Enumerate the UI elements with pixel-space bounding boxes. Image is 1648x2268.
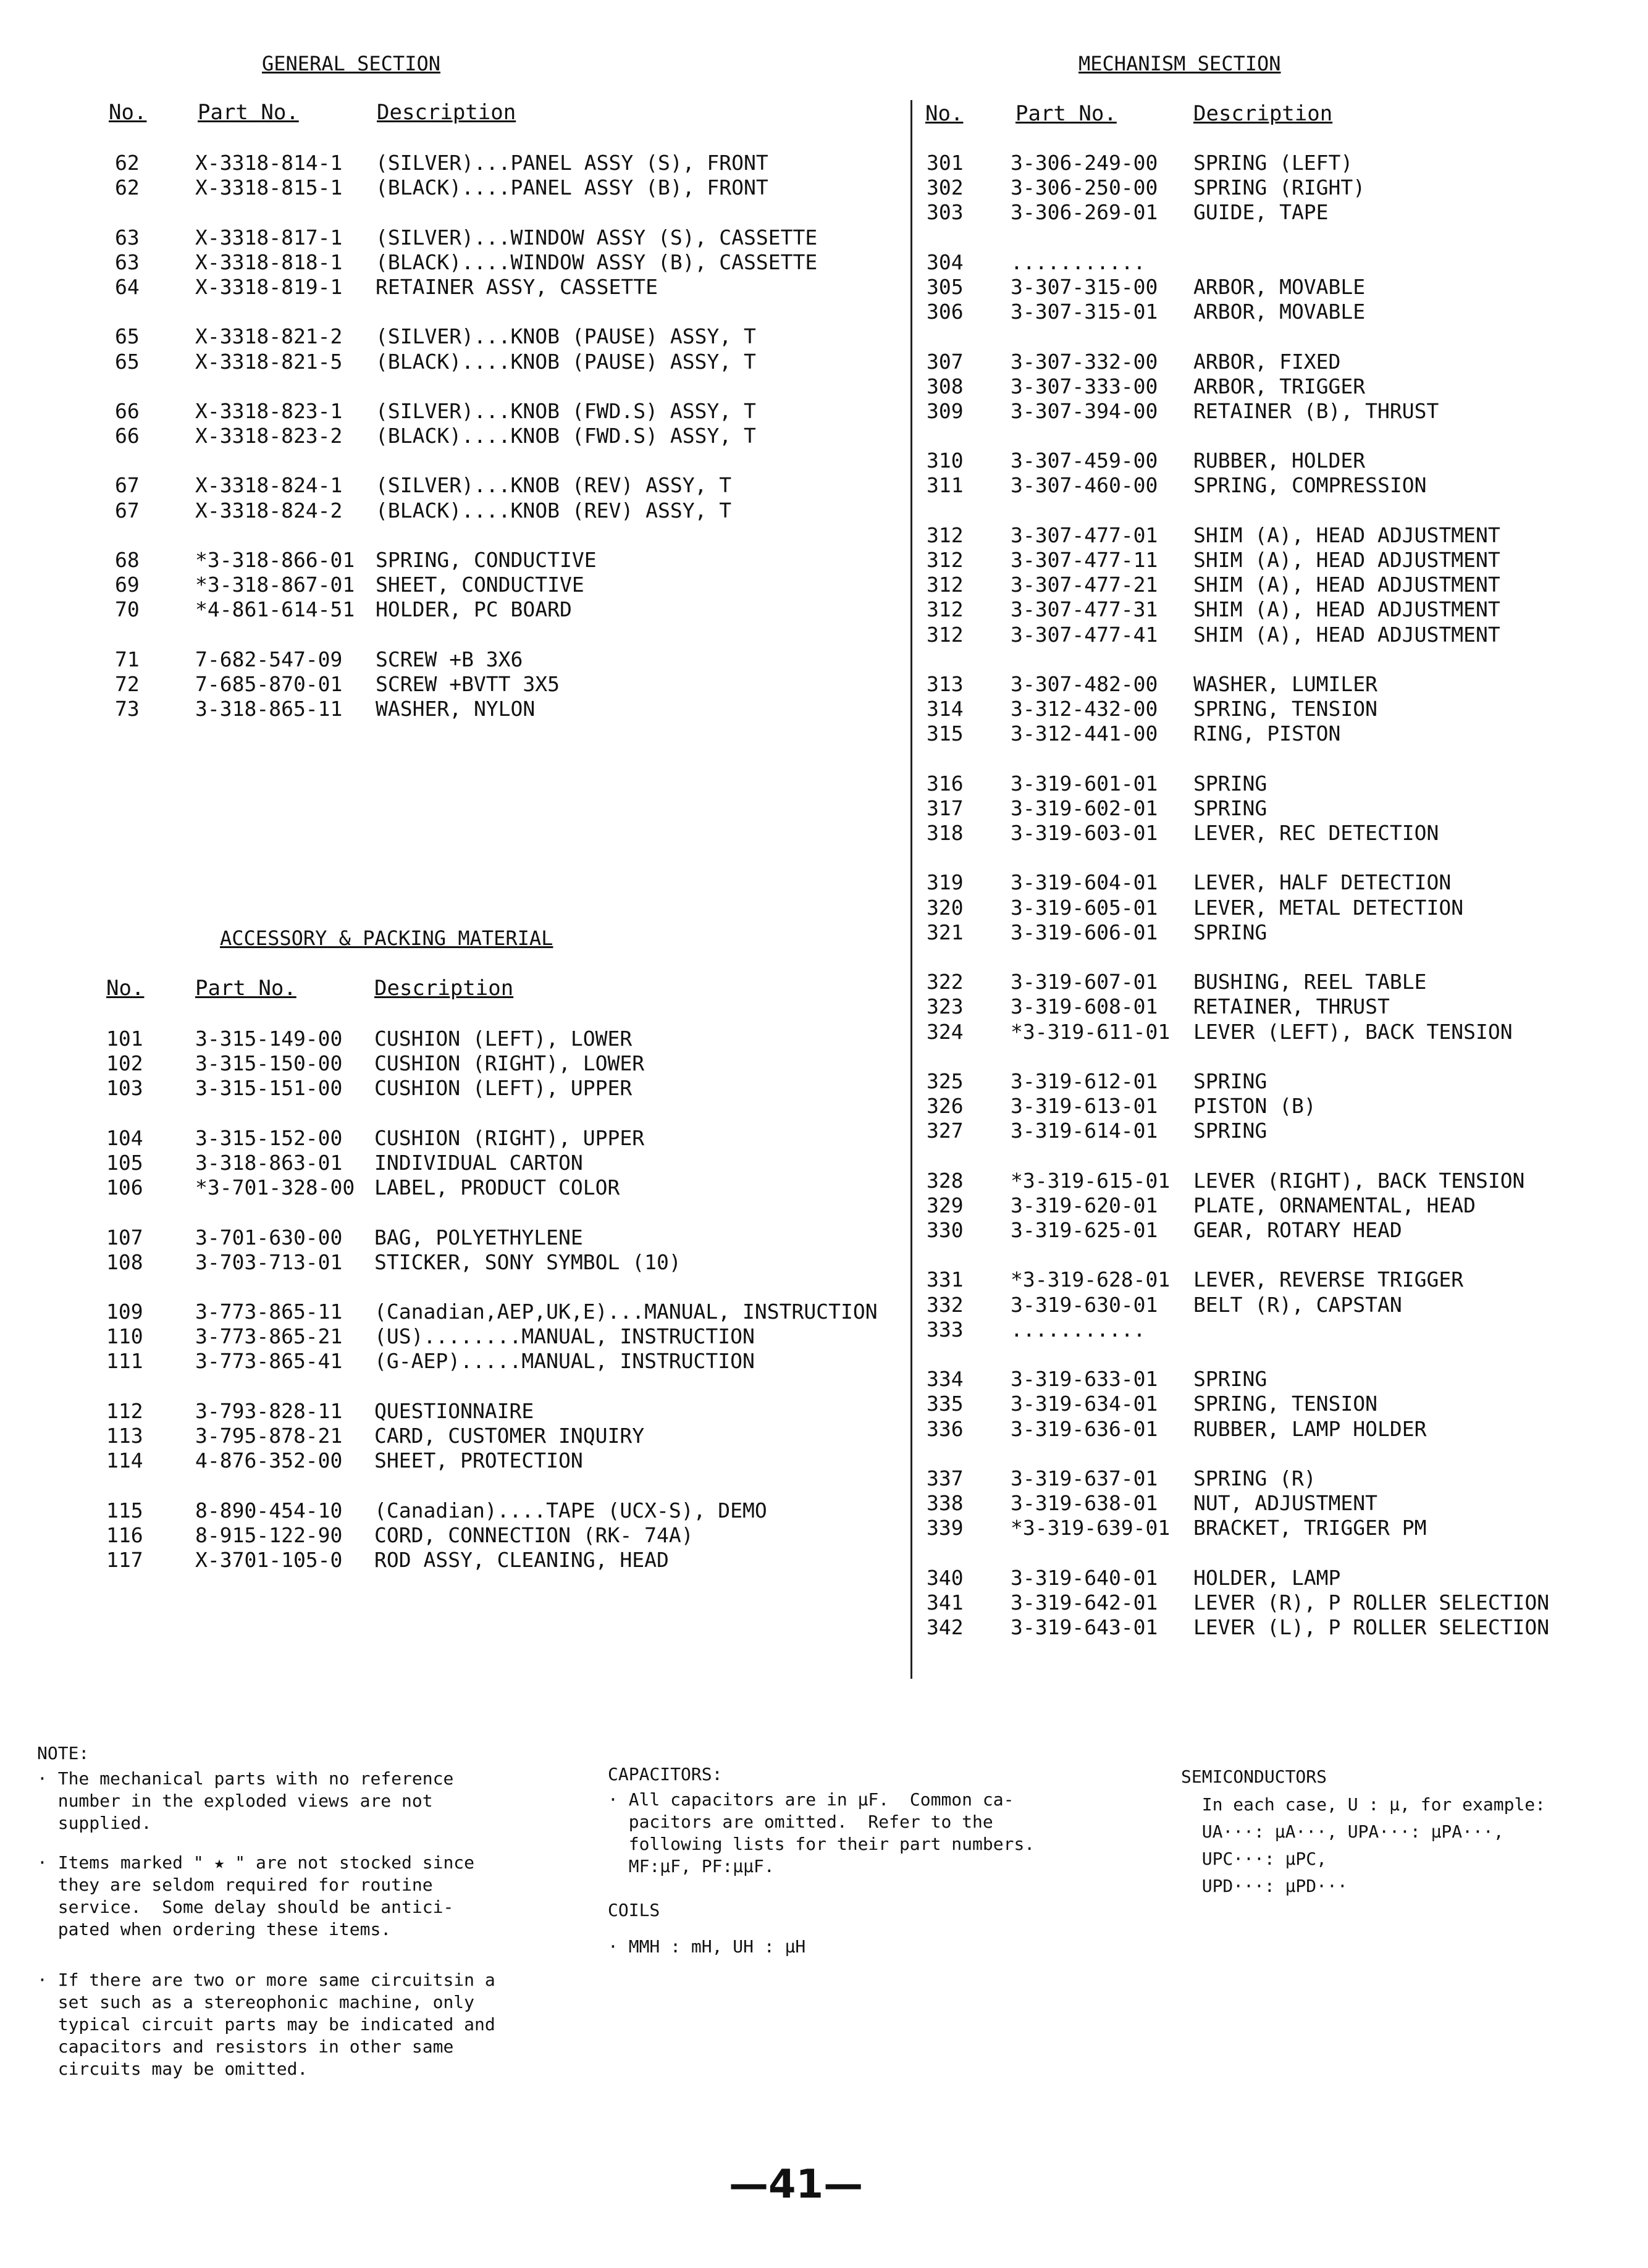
part-number: 3-319-625-01 <box>1011 1218 1158 1243</box>
part-description: RETAINER, THRUST <box>1193 994 1390 1019</box>
part-number-ref: 62 <box>115 175 140 200</box>
part-number: 3-307-460-00 <box>1011 473 1158 498</box>
part-description: WASHER, NYLON <box>376 697 536 721</box>
part-number: ........... <box>1011 250 1146 274</box>
part-number-ref: 335 <box>927 1392 964 1416</box>
part-description: SPRING, TENSION <box>1193 1392 1378 1416</box>
part-description: (SILVER)...KNOB (REV) ASSY, T <box>376 473 732 498</box>
part-number-ref: 313 <box>927 671 964 696</box>
part-description: SHIM (A), HEAD ADJUSTMENT <box>1193 622 1500 647</box>
part-number: 3-307-394-00 <box>1011 398 1158 423</box>
part-number: 3-315-151-00 <box>195 1076 343 1101</box>
part-number-ref: 325 <box>927 1069 964 1093</box>
part-number-ref: 68 <box>115 548 140 572</box>
part-number-ref: 306 <box>927 300 964 324</box>
part-description: (Canadian)....TAPE (UCX-S), DEMO <box>374 1498 767 1522</box>
part-number: 3-307-333-00 <box>1011 374 1158 398</box>
part-number-ref: 332 <box>927 1292 964 1317</box>
part-number: X-3318-817-1 <box>195 225 343 250</box>
part-description: ROD ASSY, CLEANING, HEAD <box>374 1547 669 1572</box>
accessory-col-desc: Description <box>374 976 514 1001</box>
part-description: SCREW +BVTT 3X5 <box>376 671 560 696</box>
semiconductors-title: SEMICONDUCTORS <box>1181 1766 1327 1787</box>
part-number: 3-795-878-21 <box>195 1424 343 1448</box>
part-number: 3-312-432-00 <box>1011 697 1158 721</box>
accessory-col-part: Part No. <box>195 976 296 1001</box>
part-number-ref: 333 <box>927 1317 964 1342</box>
part-description: (BLACK)....WINDOW ASSY (B), CASSETTE <box>376 250 818 274</box>
part-description: (BLACK)....KNOB (FWD.S) ASSY, T <box>376 424 756 448</box>
part-description: HOLDER, LAMP <box>1193 1565 1341 1590</box>
part-number-ref: 327 <box>927 1119 964 1143</box>
part-number-ref: 317 <box>927 796 964 820</box>
part-number-ref: 117 <box>106 1547 143 1572</box>
part-description: RETAINER (B), THRUST <box>1193 398 1439 423</box>
part-number: 3-319-606-01 <box>1011 920 1158 944</box>
part-number-ref: 65 <box>115 349 140 374</box>
part-number: 3-319-630-01 <box>1011 1292 1158 1317</box>
part-number: 3-306-249-00 <box>1011 151 1158 175</box>
part-number-ref: 69 <box>115 573 140 597</box>
part-number: 3-319-603-01 <box>1011 821 1158 846</box>
part-number: X-3318-821-2 <box>195 324 343 349</box>
part-description: NUT, ADJUSTMENT <box>1193 1491 1378 1516</box>
part-number-ref: 109 <box>106 1300 143 1324</box>
part-number-ref: 105 <box>106 1150 143 1175</box>
part-description: SHIM (A), HEAD ADJUSTMENT <box>1193 548 1500 572</box>
part-number: *3-319-615-01 <box>1011 1168 1171 1193</box>
part-number-ref: 303 <box>927 200 964 225</box>
part-number: X-3701-105-0 <box>195 1547 343 1572</box>
part-number-ref: 312 <box>927 597 964 622</box>
part-number: 3-307-477-11 <box>1011 548 1158 572</box>
part-number: 3-319-643-01 <box>1011 1615 1158 1640</box>
part-number-ref: 312 <box>927 523 964 547</box>
part-number-ref: 329 <box>927 1193 964 1217</box>
part-number: 3-318-865-11 <box>195 697 343 721</box>
part-description: SPRING <box>1193 1069 1268 1093</box>
part-number-ref: 107 <box>106 1225 143 1250</box>
part-number: 3-319-601-01 <box>1011 771 1158 796</box>
part-number-ref: 67 <box>115 498 140 523</box>
column-divider <box>910 100 912 1679</box>
part-number-ref: 321 <box>927 920 964 944</box>
part-description: (SILVER)...KNOB (PAUSE) ASSY, T <box>376 324 756 349</box>
part-description: SPRING, TENSION <box>1193 697 1378 721</box>
part-number: 3-773-865-21 <box>195 1324 343 1349</box>
semiconductors-note: In each case, U : μ, for example: UA···: μA···, UPA···: μPA···, UPC···: μPC, UPD···: μPD··· <box>1201 1794 1546 1896</box>
part-description: BAG, POLYETHYLENE <box>374 1225 583 1250</box>
part-description: SHEET, PROTECTION <box>374 1448 583 1473</box>
part-number-ref: 315 <box>927 721 964 746</box>
part-number: 3-307-477-21 <box>1011 573 1158 597</box>
part-number: 3-319-614-01 <box>1011 1119 1158 1143</box>
general-section-title: GENERAL SECTION <box>262 52 440 75</box>
part-description: (BLACK)....PANEL ASSY (B), FRONT <box>376 175 768 200</box>
part-number-ref: 113 <box>106 1424 143 1448</box>
mechanism-section-title: MECHANISM SECTION <box>1078 52 1281 75</box>
part-number: X-3318-824-2 <box>195 498 343 523</box>
part-number: 3-318-863-01 <box>195 1150 343 1175</box>
part-number: 3-793-828-11 <box>195 1398 343 1423</box>
part-description: ARBOR, MOVABLE <box>1193 274 1366 299</box>
general-col-part: Part No. <box>198 100 299 125</box>
page-number: —41— <box>729 2162 864 2207</box>
part-number-ref: 311 <box>927 473 964 498</box>
part-number: 3-307-477-01 <box>1011 523 1158 547</box>
part-description: (SILVER)...KNOB (FWD.S) ASSY, T <box>376 398 756 423</box>
part-number-ref: 307 <box>927 349 964 374</box>
part-description: (US)........MANUAL, INSTRUCTION <box>374 1324 755 1349</box>
part-number-ref: 308 <box>927 374 964 398</box>
part-number-ref: 66 <box>115 424 140 448</box>
part-number-ref: 102 <box>106 1051 143 1076</box>
part-number: 3-307-477-31 <box>1011 597 1158 622</box>
part-description: SPRING <box>1193 1367 1268 1392</box>
part-description: GUIDE, TAPE <box>1193 200 1329 225</box>
part-number-ref: 108 <box>106 1250 143 1274</box>
part-number-ref: 70 <box>115 597 140 622</box>
capacitors-title: CAPACITORS: <box>608 1764 723 1784</box>
part-number: *3-318-867-01 <box>195 573 355 597</box>
part-number-ref: 323 <box>927 994 964 1019</box>
part-number: 3-319-640-01 <box>1011 1565 1158 1590</box>
part-number-ref: 326 <box>927 1094 964 1119</box>
note-item-3: · If there are two or more same circuitsin a set such as a stereophonic machine, only typical circuit parts may be indicated and capacitors and resistors in other same circuits may be omitted. <box>37 1970 495 2079</box>
part-description: RUBBER, HOLDER <box>1193 448 1366 473</box>
part-description: ARBOR, MOVABLE <box>1193 300 1366 324</box>
part-number: 3-703-713-01 <box>195 1250 343 1274</box>
part-number: 3-306-269-01 <box>1011 200 1158 225</box>
part-number: *4-861-614-51 <box>195 597 355 622</box>
part-description: LEVER (R), P ROLLER SELECTION <box>1193 1590 1550 1615</box>
part-number-ref: 114 <box>106 1448 143 1473</box>
part-number-ref: 110 <box>106 1324 143 1349</box>
part-number: *3-318-866-01 <box>195 548 355 572</box>
part-number-ref: 320 <box>927 895 964 920</box>
part-description: SCREW +B 3X6 <box>376 647 523 671</box>
part-number: 3-319-638-01 <box>1011 1491 1158 1516</box>
part-description: LEVER, HALF DETECTION <box>1193 870 1452 895</box>
part-number-ref: 112 <box>106 1398 143 1423</box>
part-number: 3-307-477-41 <box>1011 622 1158 647</box>
part-description: SPRING <box>1193 1119 1268 1143</box>
part-description: SPRING, COMPRESSION <box>1193 473 1427 498</box>
part-number: *3-319-628-01 <box>1011 1267 1171 1292</box>
part-number: 3-319-605-01 <box>1011 895 1158 920</box>
part-description: SPRING <box>1193 771 1268 796</box>
part-number-ref: 103 <box>106 1076 143 1101</box>
part-number: 3-315-150-00 <box>195 1051 343 1076</box>
part-description: INDIVIDUAL CARTON <box>374 1150 583 1175</box>
part-description: SPRING (LEFT) <box>1193 151 1353 175</box>
part-description: (SILVER)...PANEL ASSY (S), FRONT <box>376 151 768 175</box>
part-number-ref: 65 <box>115 324 140 349</box>
part-number-ref: 305 <box>927 274 964 299</box>
part-description: BELT (R), CAPSTAN <box>1193 1292 1402 1317</box>
part-number-ref: 324 <box>927 1019 964 1044</box>
part-description: SPRING <box>1193 796 1268 820</box>
part-number: *3-701-328-00 <box>195 1175 355 1200</box>
general-col-no: No. <box>109 100 147 125</box>
part-number-ref: 104 <box>106 1125 143 1150</box>
part-number: 3-319-633-01 <box>1011 1367 1158 1392</box>
part-number: X-3318-819-1 <box>195 274 343 299</box>
part-number: 4-876-352-00 <box>195 1448 343 1473</box>
part-number-ref: 72 <box>115 671 140 696</box>
part-description: (SILVER)...WINDOW ASSY (S), CASSETTE <box>376 225 818 250</box>
part-number-ref: 330 <box>927 1218 964 1243</box>
part-number: 3-701-630-00 <box>195 1225 343 1250</box>
part-number-ref: 116 <box>106 1522 143 1547</box>
part-number: 3-319-620-01 <box>1011 1193 1158 1217</box>
part-number: X-3318-824-1 <box>195 473 343 498</box>
part-number: 3-319-602-01 <box>1011 796 1158 820</box>
part-description: (Canadian,AEP,UK,E)...MANUAL, INSTRUCTION <box>374 1300 878 1324</box>
part-number: ........... <box>1011 1317 1146 1342</box>
part-number-ref: 318 <box>927 821 964 846</box>
part-description: GEAR, ROTARY HEAD <box>1193 1218 1402 1243</box>
part-description: SHIM (A), HEAD ADJUSTMENT <box>1193 523 1500 547</box>
part-description: SPRING <box>1193 920 1268 944</box>
part-number-ref: 337 <box>927 1466 964 1490</box>
part-description: PISTON (B) <box>1193 1094 1316 1119</box>
part-description: CUSHION (RIGHT), LOWER <box>374 1051 645 1076</box>
part-description: LEVER, REVERSE TRIGGER <box>1193 1267 1464 1292</box>
note-item-2: · Items marked " ★ " are not stocked since they are seldom required for routine service. Some delay should be antici- pated when ordering these items. <box>37 1852 475 1939</box>
part-number: X-3318-814-1 <box>195 151 343 175</box>
part-number: 3-306-250-00 <box>1011 175 1158 200</box>
part-number: 7-682-547-09 <box>195 647 343 671</box>
part-number: 8-890-454-10 <box>195 1498 343 1522</box>
part-number: 3-319-608-01 <box>1011 994 1158 1019</box>
part-description: SPRING (RIGHT) <box>1193 175 1366 200</box>
part-description: RUBBER, LAMP HOLDER <box>1193 1416 1427 1441</box>
part-description: RING, PISTON <box>1193 721 1341 746</box>
part-description: ARBOR, TRIGGER <box>1193 374 1366 398</box>
part-number: 3-315-149-00 <box>195 1027 343 1051</box>
part-description: RETAINER ASSY, CASSETTE <box>376 274 658 299</box>
part-number-ref: 319 <box>927 870 964 895</box>
part-number: 3-307-459-00 <box>1011 448 1158 473</box>
part-description: SPRING (R) <box>1193 1466 1316 1490</box>
part-number: *3-319-639-01 <box>1011 1516 1171 1540</box>
part-number: X-3318-823-2 <box>195 424 343 448</box>
part-number-ref: 106 <box>106 1175 143 1200</box>
part-description: CUSHION (RIGHT), UPPER <box>374 1125 645 1150</box>
part-number-ref: 73 <box>115 697 140 721</box>
part-description: CORD, CONNECTION (RK- 74A) <box>374 1522 694 1547</box>
part-description: LEVER (L), P ROLLER SELECTION <box>1193 1615 1550 1640</box>
part-number-ref: 342 <box>927 1615 964 1640</box>
accessory-section-title: ACCESSORY & PACKING MATERIAL <box>220 926 553 950</box>
part-description: LEVER, METAL DETECTION <box>1193 895 1464 920</box>
part-description: CUSHION (LEFT), LOWER <box>374 1027 633 1051</box>
part-description: SPRING, CONDUCTIVE <box>376 548 597 572</box>
part-number-ref: 334 <box>927 1367 964 1392</box>
part-number: X-3318-823-1 <box>195 398 343 423</box>
mechanism-col-desc: Description <box>1193 101 1333 126</box>
part-number-ref: 331 <box>927 1267 964 1292</box>
coils-title: COILS <box>608 1900 660 1920</box>
part-description: SHEET, CONDUCTIVE <box>376 573 584 597</box>
part-number-ref: 66 <box>115 398 140 423</box>
part-number-ref: 316 <box>927 771 964 796</box>
part-description: WASHER, LUMILER <box>1193 671 1378 696</box>
part-description: ARBOR, FIXED <box>1193 349 1341 374</box>
part-number: 3-319-612-01 <box>1011 1069 1158 1093</box>
part-description: CUSHION (LEFT), UPPER <box>374 1076 633 1101</box>
part-number-ref: 322 <box>927 970 964 994</box>
part-number-ref: 71 <box>115 647 140 671</box>
part-number: 3-312-441-00 <box>1011 721 1158 746</box>
part-number: 7-685-870-01 <box>195 671 343 696</box>
part-number: 3-319-604-01 <box>1011 870 1158 895</box>
part-description: LABEL, PRODUCT COLOR <box>374 1175 620 1200</box>
accessory-col-no: No. <box>106 976 145 1001</box>
general-col-desc: Description <box>377 100 516 125</box>
part-number-ref: 63 <box>115 225 140 250</box>
part-number-ref: 67 <box>115 473 140 498</box>
part-number: 3-307-315-00 <box>1011 274 1158 299</box>
part-number-ref: 304 <box>927 250 964 274</box>
part-number-ref: 62 <box>115 151 140 175</box>
part-number: 3-319-637-01 <box>1011 1466 1158 1490</box>
part-number-ref: 339 <box>927 1516 964 1540</box>
part-number: X-3318-821-5 <box>195 349 343 374</box>
part-number: X-3318-815-1 <box>195 175 343 200</box>
part-description: PLATE, ORNAMENTAL, HEAD <box>1193 1193 1476 1217</box>
part-number-ref: 338 <box>927 1491 964 1516</box>
part-number-ref: 336 <box>927 1416 964 1441</box>
part-number-ref: 310 <box>927 448 964 473</box>
part-description: SHIM (A), HEAD ADJUSTMENT <box>1193 573 1500 597</box>
part-description: HOLDER, PC BOARD <box>376 597 572 622</box>
part-number: 3-773-865-41 <box>195 1349 343 1374</box>
part-number-ref: 101 <box>106 1027 143 1051</box>
part-number-ref: 341 <box>927 1590 964 1615</box>
mechanism-col-no: No. <box>925 101 964 126</box>
note-item-1: · The mechanical parts with no reference number in the exploded views are not supplied. <box>37 1768 454 1833</box>
part-number: 3-307-332-00 <box>1011 349 1158 374</box>
part-description: (BLACK)....KNOB (REV) ASSY, T <box>376 498 732 523</box>
part-number-ref: 64 <box>115 274 140 299</box>
part-description: (G-AEP).....MANUAL, INSTRUCTION <box>374 1349 755 1374</box>
part-number: 3-319-607-01 <box>1011 970 1158 994</box>
part-number-ref: 63 <box>115 250 140 274</box>
part-description: (BLACK)....KNOB (PAUSE) ASSY, T <box>376 349 756 374</box>
part-description: LEVER, REC DETECTION <box>1193 821 1439 846</box>
part-number-ref: 111 <box>106 1349 143 1374</box>
part-number-ref: 340 <box>927 1565 964 1590</box>
coils-note: · MMH : mH, UH : μH <box>608 1936 806 1957</box>
part-number: X-3318-818-1 <box>195 250 343 274</box>
part-number: 8-915-122-90 <box>195 1522 343 1547</box>
part-number-ref: 301 <box>927 151 964 175</box>
part-description: LEVER (LEFT), BACK TENSION <box>1193 1019 1513 1044</box>
part-number: 3-319-642-01 <box>1011 1590 1158 1615</box>
part-number: 3-319-636-01 <box>1011 1416 1158 1441</box>
part-number-ref: 312 <box>927 573 964 597</box>
part-description: STICKER, SONY SYMBOL (10) <box>374 1250 681 1274</box>
note-title: NOTE: <box>37 1743 90 1763</box>
part-description: LEVER (RIGHT), BACK TENSION <box>1193 1168 1525 1193</box>
part-number-ref: 312 <box>927 622 964 647</box>
part-description: QUESTIONNAIRE <box>374 1398 534 1423</box>
part-description: SHIM (A), HEAD ADJUSTMENT <box>1193 597 1500 622</box>
capacitors-note: · All capacitors are in μF. Common ca- pacitors are omitted. Refer to the following lists for their part numbers. MF:μF, PF:μμF. <box>608 1789 1035 1876</box>
part-number-ref: 314 <box>927 697 964 721</box>
part-number: 3-319-634-01 <box>1011 1392 1158 1416</box>
part-description: CARD, CUSTOMER INQUIRY <box>374 1424 645 1448</box>
part-number-ref: 309 <box>927 398 964 423</box>
part-number: 3-319-613-01 <box>1011 1094 1158 1119</box>
part-description: BRACKET, TRIGGER PM <box>1193 1516 1427 1540</box>
part-number-ref: 312 <box>927 548 964 572</box>
part-number: 3-315-152-00 <box>195 1125 343 1150</box>
part-number-ref: 115 <box>106 1498 143 1522</box>
part-number: 3-307-315-01 <box>1011 300 1158 324</box>
part-number-ref: 302 <box>927 175 964 200</box>
mechanism-col-part: Part No. <box>1015 101 1117 126</box>
part-number-ref: 328 <box>927 1168 964 1193</box>
part-description: BUSHING, REEL TABLE <box>1193 970 1427 994</box>
part-number: 3-307-482-00 <box>1011 671 1158 696</box>
part-number: *3-319-611-01 <box>1011 1019 1171 1044</box>
part-number: 3-773-865-11 <box>195 1300 343 1324</box>
